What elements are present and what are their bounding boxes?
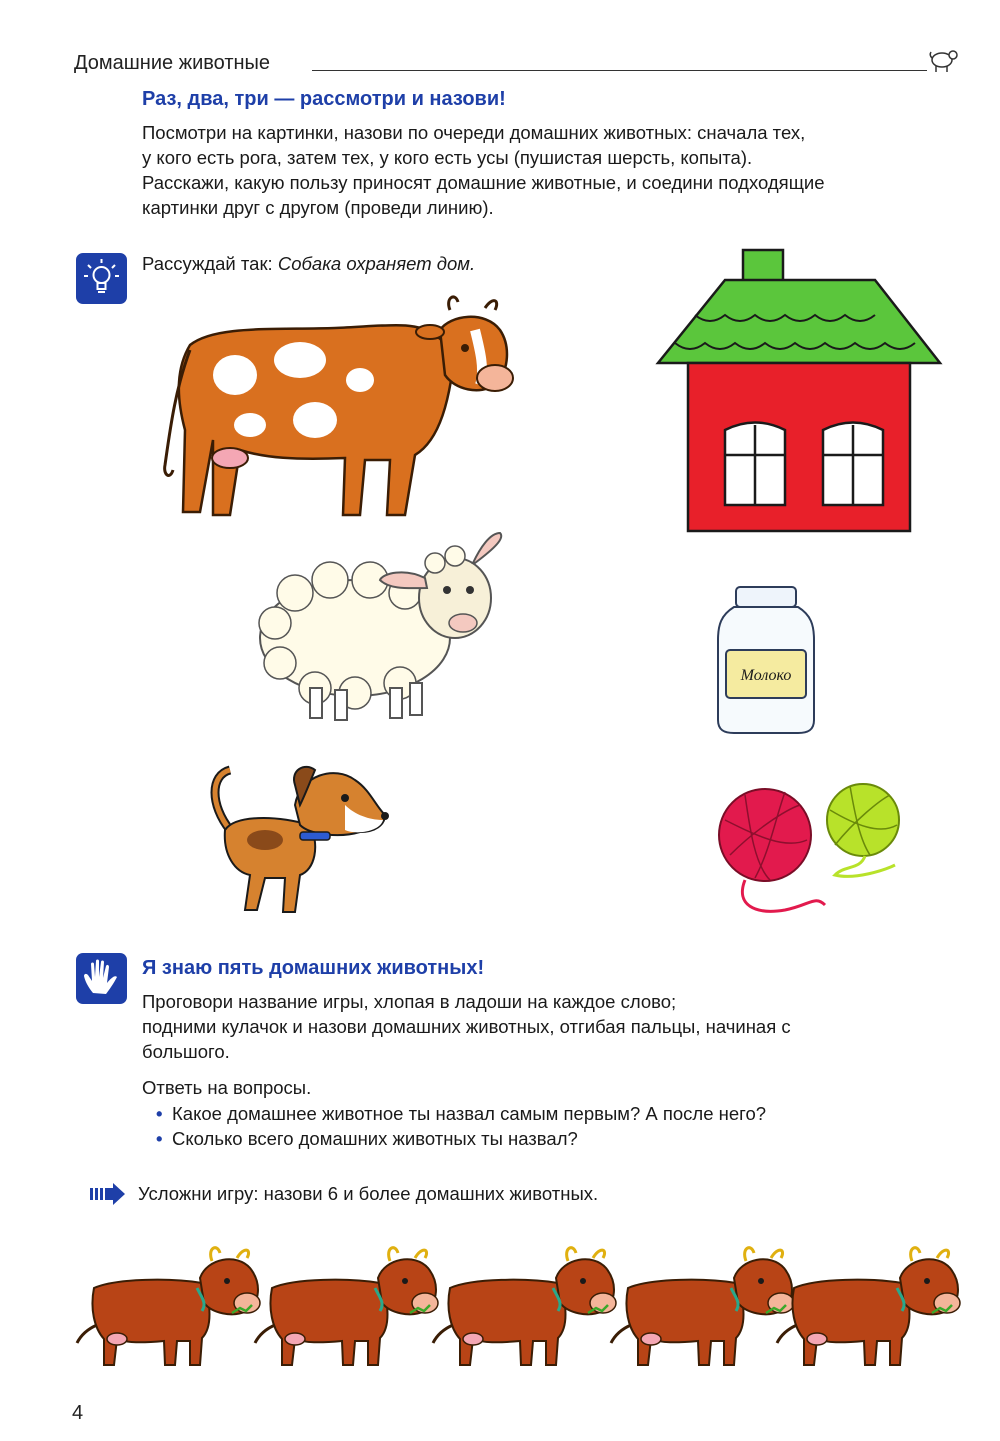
instruction-line: Проговори название игры, хлопая в ладоши на каждое слово; [142,991,677,1012]
sheep-icon [926,44,962,74]
house-picture [655,245,945,535]
milk-label: Молоко [740,667,792,684]
hint-text [142,251,475,276]
milk-jar-picture [716,585,816,735]
hint-prefix: Рассуждай так: [142,253,278,274]
section-2-instructions [142,989,952,1064]
extra-task: Усложни игру: назови 6 и более домашних животных. [138,1183,599,1204]
instruction-line: картинки друг с другом (проведи линию). [142,197,494,218]
section-title-1: Раз, два, три — рассмотри и назови! [142,88,506,110]
arrow-right-icon [90,1183,126,1205]
instruction-line: большого. [142,1041,230,1062]
header-rule [312,70,927,71]
hint-example: Собака охраняет дом. [277,253,476,274]
yarn-balls-picture [715,780,910,920]
counting-cows-row [72,1243,962,1373]
section-1-instructions [142,120,962,220]
lightbulb-badge [76,253,127,304]
hand-badge [76,953,127,1004]
instruction-line: у кого есть рога, затем тех, у кого есть усы (пушистая шерсть, копыта). [142,147,753,168]
question-item: • Какое домашнее животное ты назвал самым первым? А после него? [152,1101,766,1126]
hand-icon [76,953,127,1004]
page-number: 4 [72,1402,84,1424]
question-item: • Сколько всего домашних животных ты назвал? [152,1126,766,1151]
instruction-line: Посмотри на картинки, назови по очереди домашних животных: сначала тех, [142,122,806,143]
questions-intro: Ответь на вопросы. [142,1077,312,1098]
instruction-line: подними кулачок и назови домашних животных, отгибая пальцы, начиная с [142,1016,791,1037]
cow-picture [155,290,515,525]
instruction-line: Расскажи, какую пользу приносят домашние животные, и соедини подходящие [142,172,825,193]
sheep-picture [255,528,515,728]
running-header: Домашние животные [74,52,271,74]
questions-list [152,1101,766,1151]
section-title-2: Я знаю пять домашних животных! [142,957,485,979]
dog-picture [195,760,395,920]
lightbulb-icon [76,253,127,304]
